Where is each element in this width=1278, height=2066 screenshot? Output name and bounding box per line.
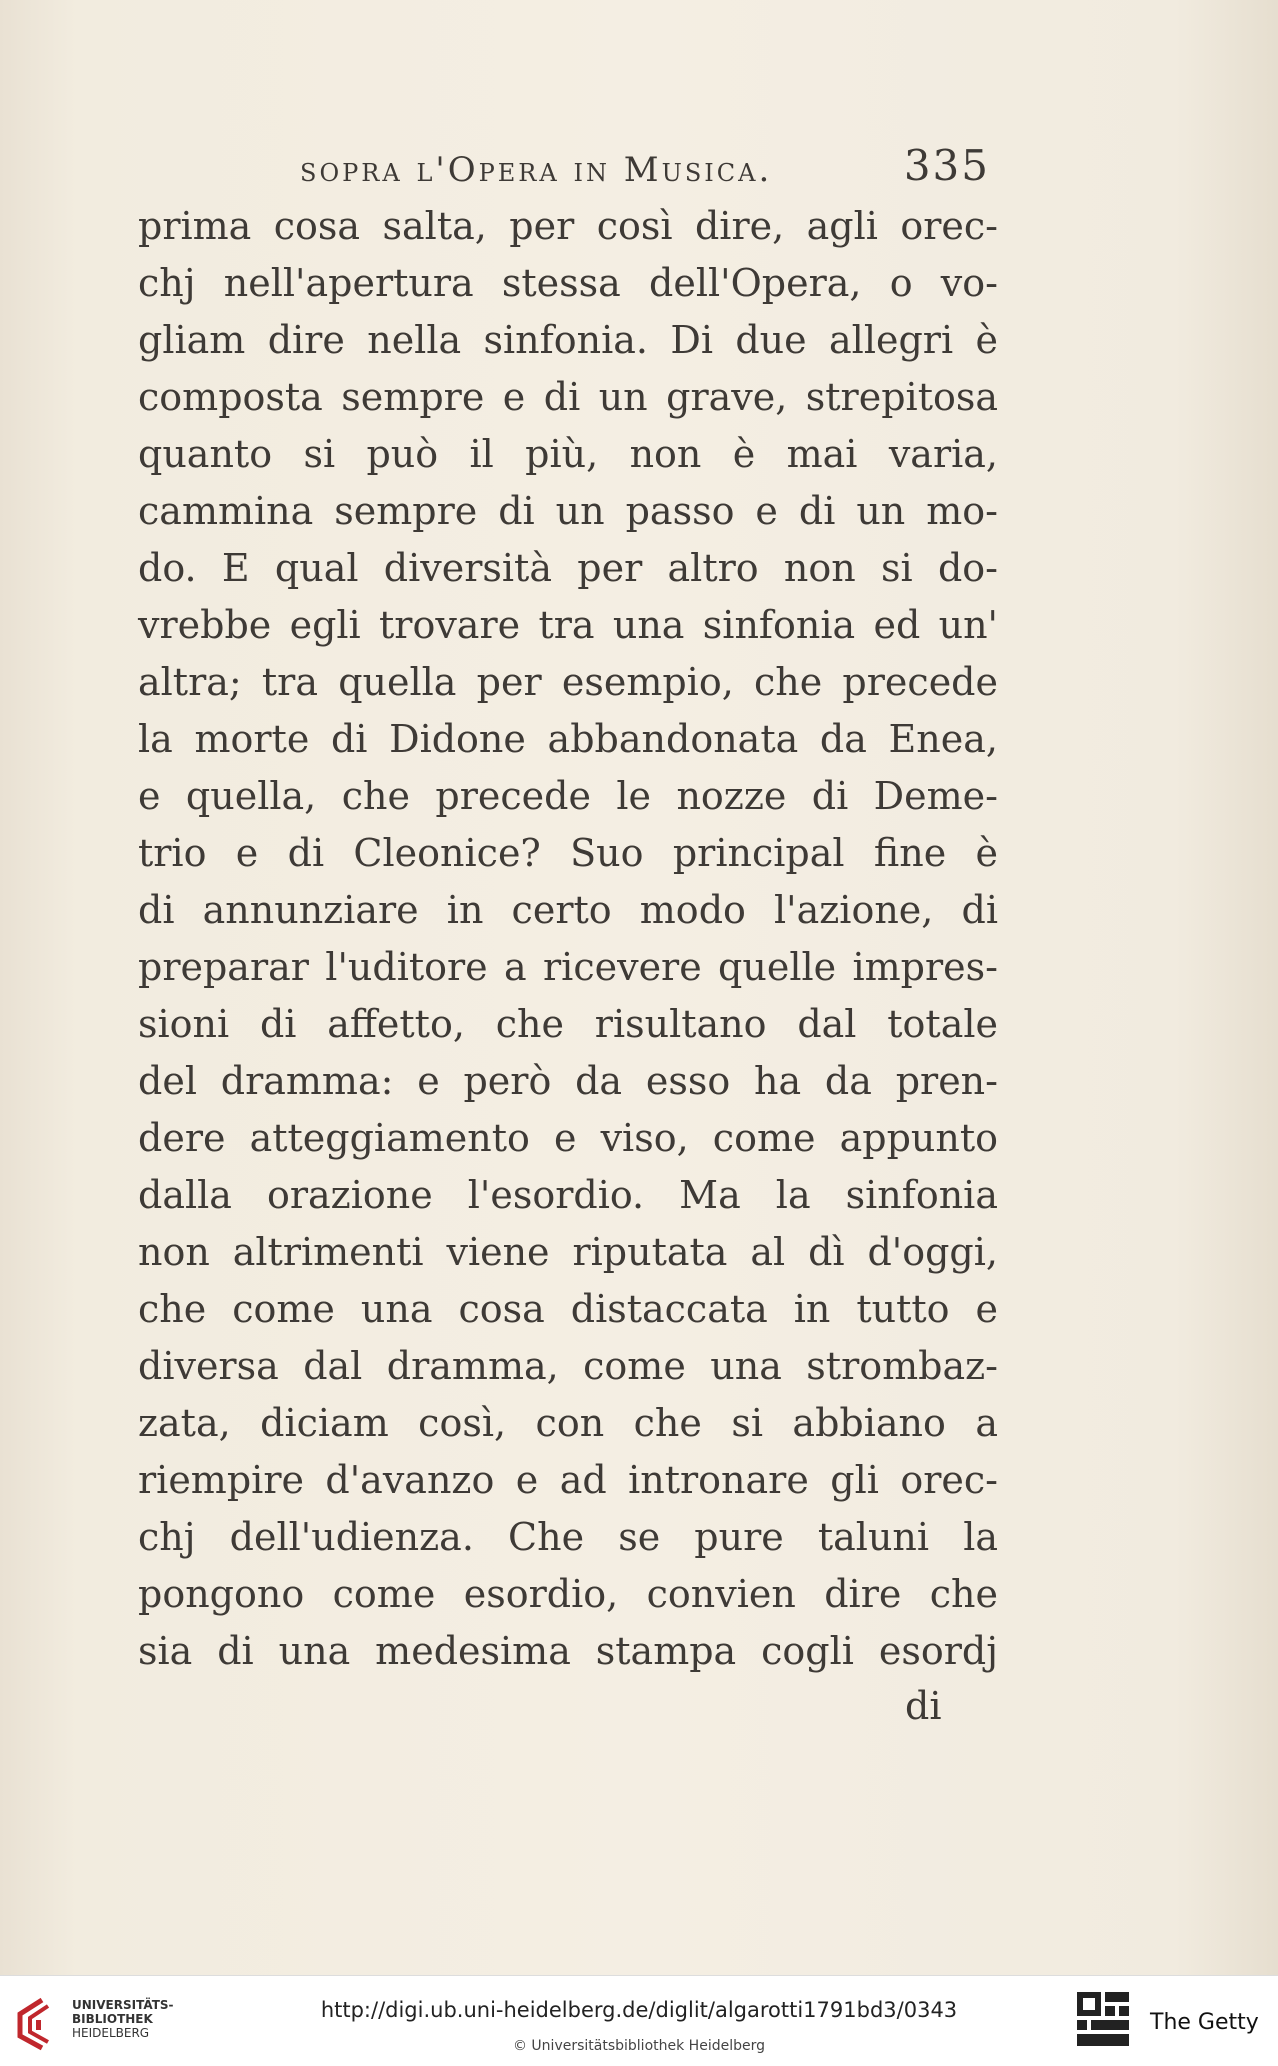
text-line: di annunziare in certo modo l'azione, di [138, 888, 998, 932]
getty-name: The Getty [1150, 2010, 1259, 2035]
page-number: 335 [903, 141, 990, 190]
text-line: riempire d'avanzo e ad intronare gli orec- [138, 1458, 998, 1502]
footer-bar [0, 1975, 1278, 2066]
library-name-line: BIBLIOTHEK [72, 2012, 153, 2026]
text-line: composta sempre e di un grave, strepitosa [138, 375, 998, 419]
text-line: quanto si può il più, non è mai varia, [138, 432, 998, 476]
copyright-notice: © Universitätsbibliothek Heidelberg [512, 2038, 765, 2054]
text-line: dalla orazione l'esordio. Ma la sinfonia [138, 1173, 998, 1217]
text-line: sia di una medesima stampa cogli esordj [138, 1629, 998, 1673]
permalink-url[interactable]: http://digi.ub.uni-heidelberg.de/diglit/algarotti1791bd3/0343 [320, 1998, 958, 2022]
running-title: sopra l'Opera in Musica. [300, 150, 773, 190]
text-line: e quella, che precede le nozze di Deme- [138, 774, 998, 818]
text-line: gliam dire nella sinfonia. Di due allegri è [138, 318, 998, 362]
text-line: sioni di affetto, che risultano dal totale [138, 1002, 998, 1046]
library-name-line: HEIDELBERG [72, 2026, 150, 2040]
text-line: che come una cosa distaccata in tutto e [138, 1287, 998, 1331]
text-line: non altrimenti viene riputata al dì d'oggi, [138, 1230, 998, 1274]
text-line: prima cosa salta, per così dire, agli orec- [138, 204, 998, 248]
text-line: pongono come esordio, convien dire che [138, 1572, 998, 1616]
text-line: la morte di Didone abbandonata da Enea, [138, 717, 998, 761]
text-line: altra; tra quella per esempio, che precede [138, 660, 998, 704]
text-line: trio e di Cleonice? Suo principal fine è [138, 831, 998, 875]
text-line: do. E qual diversità per altro non si do- [138, 546, 998, 590]
text-line: chj nell'apertura stessa dell'Opera, o vo- [138, 261, 998, 305]
running-head [300, 140, 990, 190]
text-line: vrebbe egli trovare tra una sinfonia ed un' [138, 603, 998, 647]
catchword: di [905, 1684, 942, 1728]
body-text [138, 198, 998, 1680]
text-line: dere atteggiamento e viso, come appunto [138, 1116, 998, 1160]
getty-logo-icon[interactable] [1075, 1990, 1133, 2056]
text-line: chj dell'udienza. Che se pure taluni la [138, 1515, 998, 1559]
library-name-line: UNIVERSITÄTS- [72, 1998, 174, 2012]
text-line: del dramma: e però da esso ha da pren- [138, 1059, 998, 1103]
text-line: cammina sempre di un passo e di un mo- [138, 489, 998, 533]
text-line: zata, diciam così, con che si abbiano a [138, 1401, 998, 1445]
text-line: diversa dal dramma, come una strombaz- [138, 1344, 998, 1388]
text-line: preparar l'uditore a ricevere quelle impres- [138, 945, 998, 989]
